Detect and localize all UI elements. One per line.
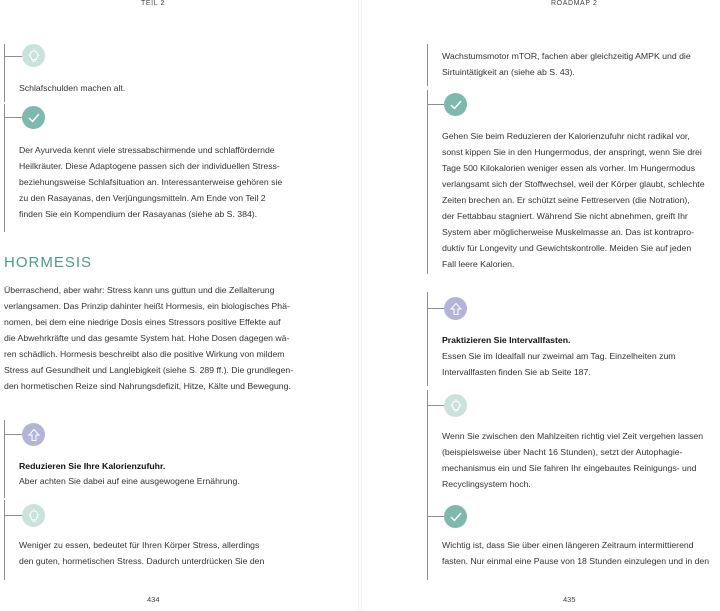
- text-line: Intervallfasten finden Sie ab Seite 187.: [442, 367, 591, 377]
- left-rule: [4, 420, 5, 498]
- left-connector: [4, 515, 22, 516]
- text-line: Sirtuintätigkeit an (siehe ab S. 43).: [442, 67, 575, 77]
- text-line: mechanismus ein und Sie fahren Ihr eingebautes Reinigungs- und: [442, 463, 697, 473]
- arrow-up-icon: [444, 297, 467, 320]
- text-line: ren schädlich. Hormesis beschreibt also die positive Wirkung von mildem: [4, 349, 285, 359]
- hormesis-paragraph: [4, 282, 304, 394]
- running-header-right: ROADMAP 2: [551, 0, 598, 7]
- text-line: Essen Sie im Idealfall nur zweimal am Tag. Einzelheiten zum: [442, 351, 676, 361]
- right-rule: [427, 90, 428, 274]
- text-line: fasten. Nur einmal eine Pause von 18 Stunden einzulegen und in den: [442, 556, 710, 566]
- right-block1: [442, 48, 691, 80]
- lightbulb-icon: [22, 504, 45, 527]
- right-block2: [442, 128, 705, 272]
- right-connector: [427, 308, 444, 309]
- action-title: Reduzieren Sie Ihre Kalorienzufuhr.: [19, 461, 166, 471]
- right-connector: [427, 516, 444, 517]
- text-line: Tage 500 Kilokalorien weniger essen als vorher. Im Hungermodus: [442, 163, 696, 173]
- section-heading: HORMESIS: [4, 254, 93, 271]
- text-line: der Fettabbau stagniert. Während Sie nicht abnehmen, greift Ihr: [442, 211, 688, 221]
- text-line: verlangsamen. Das Prinzip dahinter heißt Hormesis, ein biologisches Phä-: [4, 301, 290, 311]
- text-line: Stress auf Gesundheit und Langlebigkeit (siehe S. 289 ff.). Die grundlegen-: [4, 365, 294, 375]
- right-rule: [427, 292, 428, 386]
- action-title: Praktizieren Sie Intervallfasten.: [442, 335, 571, 345]
- left-rule: [4, 44, 5, 102]
- right-connector: [427, 405, 444, 406]
- arrow-up-icon: [22, 423, 45, 446]
- text-line: Der Ayurveda kennt viele stressabschirmende und schlaffördernde: [19, 145, 275, 155]
- left-rule: [4, 104, 5, 232]
- text-line: die Abwehrkräfte und das gesamte System hat. Hohe Dosen dagegen wä-: [4, 333, 290, 343]
- left-connector: [4, 117, 22, 118]
- left-connector: [4, 434, 22, 435]
- text-line: Fall leere Kalorien.: [442, 259, 515, 269]
- checkmark-icon: [22, 106, 45, 129]
- right-block4: [442, 428, 703, 492]
- text-line: beziehungsweise Schlafsituation an. Interessanterweise gehören sie: [19, 177, 283, 187]
- text-line: finden Sie ein Kompendium der Rasayanas (siehe ab S. 384).: [19, 209, 258, 219]
- text-line: Gehen Sie beim Reduzieren der Kalorienzufuhr nicht radikal vor,: [442, 131, 690, 141]
- left-block2: [19, 142, 282, 222]
- text-line: Überraschend, aber wahr: Stress kann uns guttun und die Zellalterung: [4, 285, 275, 295]
- right-connector: [427, 104, 444, 105]
- left-block1-text: Schlafschulden machen alt.: [19, 83, 126, 93]
- right-block5: [442, 537, 709, 569]
- right-action-text: [442, 348, 676, 380]
- text-line: Weniger zu essen, bedeutet für Ihren Körper Stress, allerdings: [19, 540, 260, 550]
- text-line: (beispielsweise über Nacht 16 Stunden), setzt der Autophagie-: [442, 447, 683, 457]
- left-connector: [4, 56, 22, 57]
- page-number-left: 434: [147, 595, 160, 604]
- text-line: Recyclingsystem hoch.: [442, 479, 531, 489]
- text-line: Wenn Sie zwischen den Mahlzeiten richtig viel Zeit vergehen lassen: [442, 431, 704, 441]
- right-rule: [427, 44, 428, 86]
- text-line: Zeiten brechen an. Er schützt seine Fettreserven (die Notration),: [442, 195, 690, 205]
- book-gutter: [358, 0, 362, 611]
- checkmark-icon: [444, 93, 467, 116]
- text-line: Wichtig ist, dass Sie über einen längeren Zeitraum intermittierend: [442, 540, 694, 550]
- text-line: verlangsamt sich der Stoffwechsel, weil der Körper glaubt, schlechte: [442, 179, 705, 189]
- text-line: nomen, bei dem eine niedrige Dosis eines Stressors positive Effekte auf: [4, 317, 281, 327]
- text-line: zu den Rasayanas, den Verjüngungsmitteln. Am Ende von Teil 2: [19, 193, 266, 203]
- text-line: den hormetischen Reize sind Nahrungsdefizit, Hitze, Kälte und Bewegung.: [4, 381, 291, 391]
- right-rule: [427, 390, 428, 504]
- lightbulb-icon: [444, 394, 467, 417]
- left-rule: [4, 500, 5, 580]
- left-block4: [19, 537, 264, 569]
- text-line: duktiv für Longevity und Gewichtskontrolle. Meiden Sie auf jeden: [442, 243, 692, 253]
- text-line: sonst kippen Sie in den Hungermodus, der anspringt, wenn Sie drei: [442, 147, 702, 157]
- text-line: System aber möglicherweise Muskelmasse an. Das ist kontrapro-: [442, 227, 695, 237]
- lightbulb-icon: [22, 44, 45, 67]
- page-number-right: 435: [563, 595, 576, 604]
- text-line: den guten, hormetischen Stress. Dadurch unterdrücken Sie den: [19, 556, 265, 566]
- running-header-left: TEIL 2: [141, 0, 165, 7]
- action-text: Aber achten Sie dabei auf eine ausgewogene Ernährung.: [19, 476, 240, 486]
- right-rule: [427, 502, 428, 580]
- text-line: Wachstumsmotor mTOR, fachen aber gleichzeitig AMPK und die: [442, 51, 691, 61]
- checkmark-icon: [444, 505, 467, 528]
- text-line: Heilkräuter. Diese Adaptogene passen sich der individuellen Stress-: [19, 161, 280, 171]
